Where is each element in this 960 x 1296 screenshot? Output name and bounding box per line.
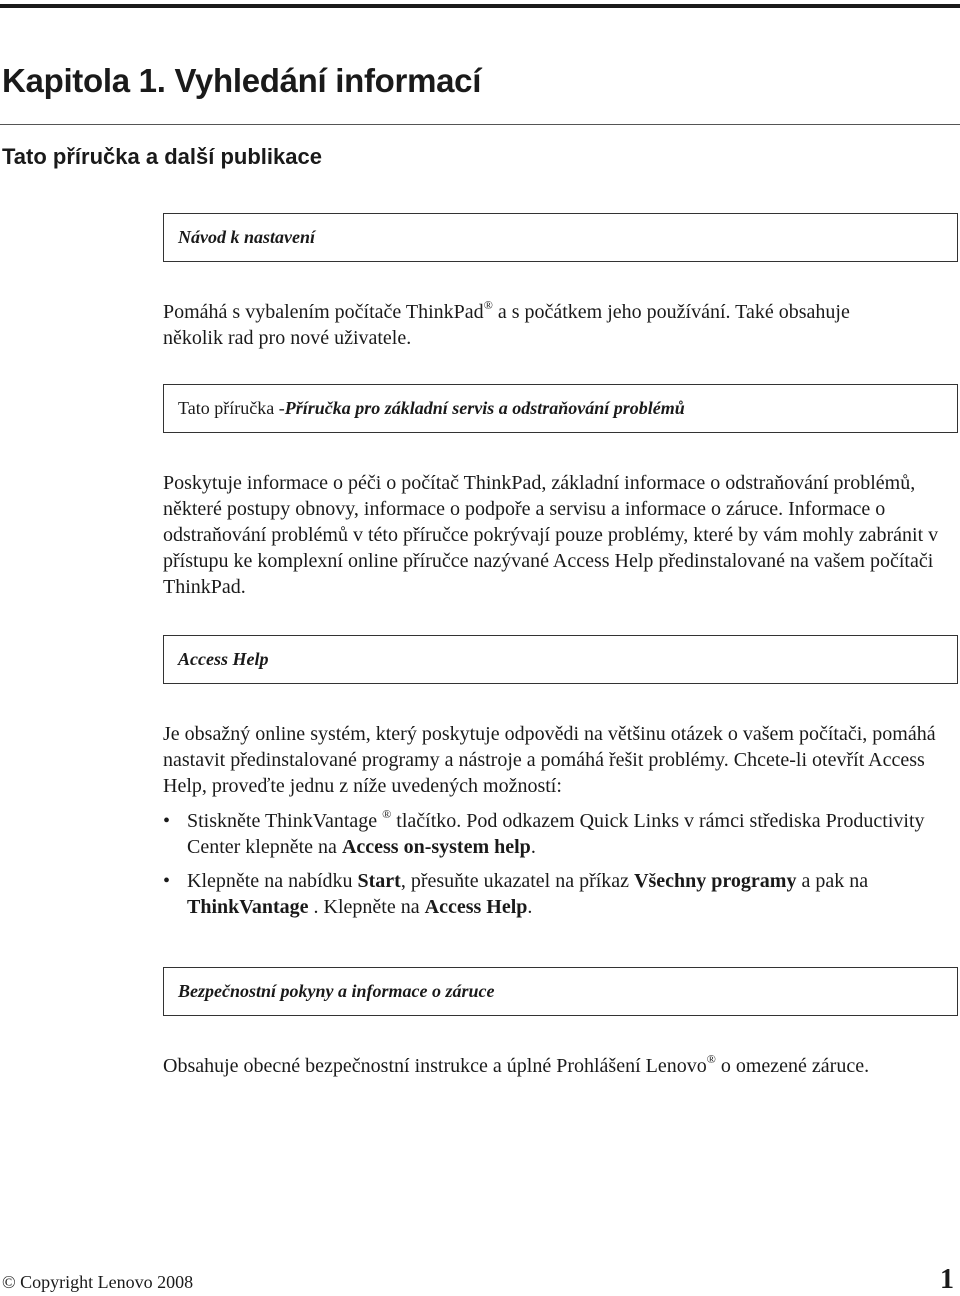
doc-box-safety-warranty xyxy=(163,967,958,1016)
bullet-icon: • xyxy=(163,810,171,832)
registered-mark: ® xyxy=(483,298,493,312)
bullet-icon: • xyxy=(163,870,171,892)
section-title: Tato příručka a další publikace xyxy=(2,144,322,169)
doc-desc-setup-guide: Pomáhá s vybalením počítače ThinkPad® a s počátkem jeho používání. Také obsahuje několik rad pro nové uživatele. xyxy=(163,298,850,349)
doc-desc-service-guide: Poskytuje informace o péči o počítač ThinkPad, základní informace o odstraňování problémů, některé postupy obnovy, informace o podpoře a servisu a informace o záruce. Informace o odstraňování problémů v této příručce pokrývají pouze problémy, které by vám mohly zabránit v přístupu ke komplexní online příručce nazývané Access Help předinstalované na vašem počítači ThinkPad. xyxy=(163,472,939,598)
doc-box-setup-guide xyxy=(163,213,958,262)
doc-desc-access-help: Je obsažný online systém, který poskytuje odpovědi na většinu otázek o vašem počítači, pomáhá nastavit předinstalované programy a nástroje a pomáhá řešit problémy. Chcete-li otevřít Access Help, proveďte jednu z níže uvedených možností: xyxy=(163,723,936,797)
doc-box-title: Návod k nastavení xyxy=(178,227,315,247)
chapter-title: Kapitola 1. Vyhledání informací xyxy=(2,62,482,99)
page-number: 1 xyxy=(940,1264,954,1295)
doc-box-service-guide xyxy=(163,384,958,433)
doc-box-title: Bezpečnostní pokyny a informace o záruce xyxy=(178,981,495,1001)
access-help-steps xyxy=(163,808,960,920)
registered-mark: ® xyxy=(382,807,392,821)
doc-box-title: Access Help xyxy=(178,649,269,669)
chapter-divider xyxy=(0,124,960,125)
copyright-notice: © Copyright Lenovo 2008 xyxy=(2,1272,194,1292)
list-item: • Klepněte na nabídku Start, přesuňte ukazatel na příkaz Všechny programy a pak na ThinkVantage . Klepněte na Access Help. xyxy=(163,870,869,918)
doc-box-title: Příručka pro základní servis a odstraňování problémů xyxy=(284,398,685,418)
doc-box-prefix: Tato příručka - xyxy=(178,398,285,418)
top-rule xyxy=(0,4,960,8)
list-item: • Stiskněte ThinkVantage ® tlačítko. Pod odkazem Quick Links v rámci střediska Productivity Center klepněte na Access on-system help. xyxy=(163,807,925,858)
registered-mark: ® xyxy=(706,1052,716,1066)
doc-desc-safety-warranty: Obsahuje obecné bezpečnostní instrukce a úplné Prohlášení Lenovo® o omezené záruce. xyxy=(163,1052,870,1077)
doc-box-access-help xyxy=(163,635,958,684)
